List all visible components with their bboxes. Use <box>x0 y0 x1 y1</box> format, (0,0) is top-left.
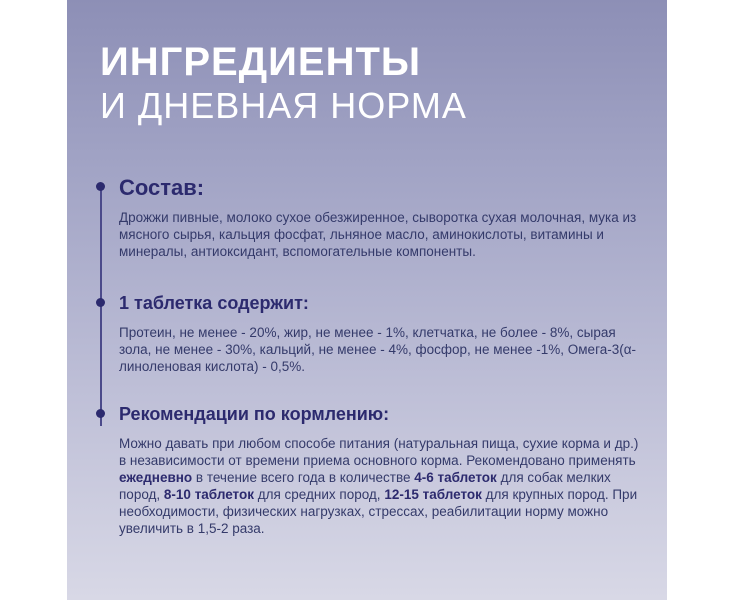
section-tablet-contents <box>119 291 649 375</box>
ingredients-card <box>67 0 667 600</box>
section-composition <box>119 174 649 260</box>
section-feeding-recommendations <box>119 402 649 537</box>
section-text: Дрожжи пивные, молоко сухое обезжиренное, сыворотка сухая молочная, мука из мясного сырья, кальция фосфат, льняное масло, аминокислоты, витамины и минералы, антиоксидант, вспомогательные компоненты. <box>119 210 637 259</box>
page-title: ИНГРЕДИЕНТЫ <box>100 40 422 84</box>
text-part: для собак мелких пород, <box>119 470 611 502</box>
text-part: Можно давать при любом способе питания (натуральная пища, сухие корма и др.) в независимости от времени приема основного корма. Рекомендовано применять <box>119 436 639 468</box>
section-text <box>119 435 649 537</box>
text-part: для средних пород, <box>253 487 385 502</box>
text-part: в течение всего года в количестве <box>192 470 415 485</box>
text-part: для крупных пород. При необходимости, физических нагрузках, стрессах, реабилитации норму можно увеличить в 1,5-2 раза. <box>119 487 638 536</box>
bullet-dot-tablet <box>96 298 105 307</box>
bullet-dot-composition <box>96 182 105 191</box>
page-subtitle: И ДНЕВНАЯ НОРМА <box>100 85 467 126</box>
section-heading: Рекомендации по кормлению: <box>119 404 390 424</box>
emphasis-medium-breeds-dose: 8-10 таблеток <box>163 487 254 502</box>
emphasis-small-breeds-dose: 4-6 таблеток <box>414 470 497 485</box>
section-heading: Состав: <box>119 175 205 200</box>
section-heading: 1 таблетка содержит: <box>119 293 309 313</box>
emphasis-large-breeds-dose: 12-15 таблеток <box>384 487 482 502</box>
emphasis-daily: ежедневно <box>119 470 193 485</box>
section-text: Протеин, не менее - 20%, жир, не менее - 1%, клетчатка, не более - 8%, сырая зола, не менее - 30%, кальций, не менее - 4%, фосфор, не менее -1%, Омега-3(α-линоленовая кислота) - 0,5%. <box>119 325 637 374</box>
bullet-dot-feeding <box>96 409 105 418</box>
